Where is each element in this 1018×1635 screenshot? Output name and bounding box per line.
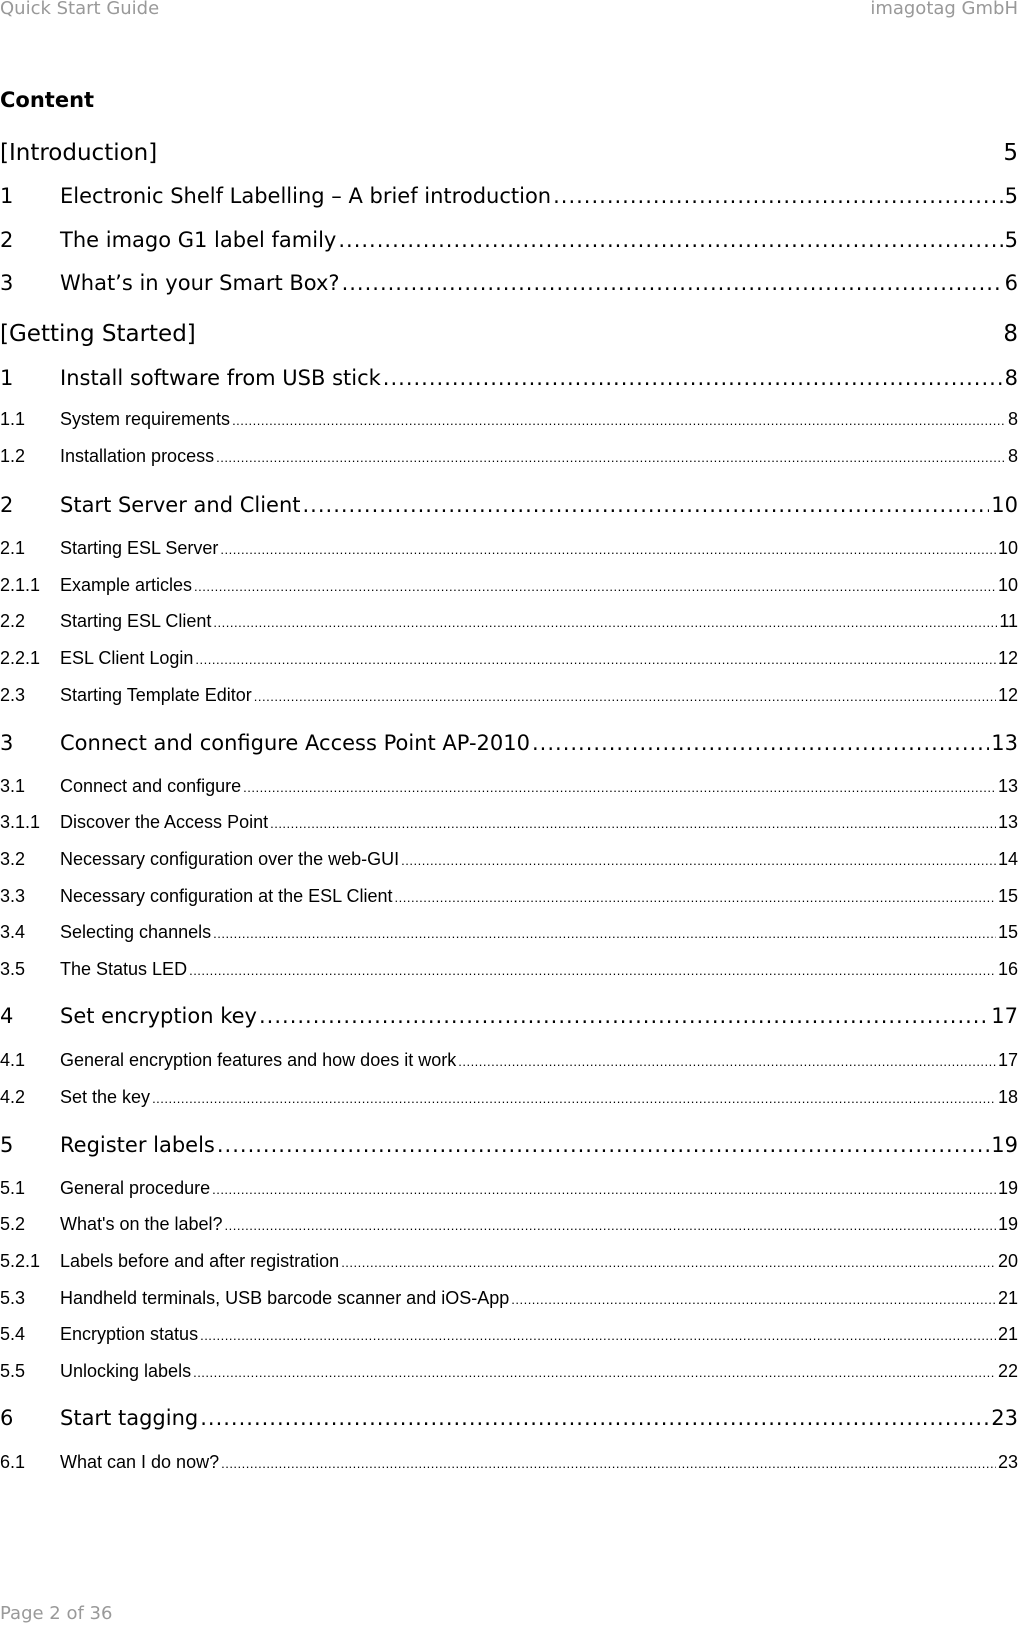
toc-entry-title: The Status LED (60, 959, 188, 979)
toc-entry-number: 2.2.1 (0, 648, 41, 668)
header-title: Quick Start Guide (0, 0, 160, 19)
toc-entry-number: 1 (0, 366, 14, 390)
toc-entry[interactable] (0, 1004, 1018, 1028)
toc-dot-leader (532, 731, 989, 755)
toc-dot-leader (395, 890, 996, 905)
toc-entry-number: 4 (0, 1004, 14, 1028)
toc-entry[interactable] (0, 648, 1018, 669)
toc-entry[interactable] (0, 538, 1018, 559)
toc-entry-title: What can I do now? (60, 1452, 220, 1472)
toc-entry-title: What’s in your Smart Box? (60, 271, 340, 295)
toc-entry-title: Labels before and after registration (60, 1251, 340, 1271)
toc-entry-number: 3.4 (0, 922, 26, 942)
toc-dot-leader (213, 615, 997, 630)
toc-entry-title: Start tagging (60, 1406, 199, 1430)
toc-dot-leader (193, 1365, 996, 1380)
toc-entry[interactable] (0, 321, 1018, 347)
toc-entry-title: Discover the Access Point (60, 812, 269, 832)
toc-entry[interactable] (0, 1406, 1018, 1430)
toc-entry-title: The imago G1 label family (60, 228, 337, 252)
toc-entry[interactable] (0, 1214, 1018, 1235)
toc-dot-leader (458, 1054, 996, 1069)
toc-entry-number: 3.1.1 (0, 812, 41, 832)
toc-entry[interactable] (0, 1087, 1018, 1108)
toc-entry-title: General encryption features and how does it work (60, 1050, 457, 1070)
toc-entry-number: 3.3 (0, 886, 26, 906)
toc-entry-page: 23 (991, 1406, 1018, 1430)
toc-entry-number: 6.1 (0, 1452, 26, 1472)
toc-dot-leader (254, 689, 996, 704)
toc-entry[interactable] (0, 611, 1018, 632)
toc-entry[interactable] (0, 1324, 1018, 1345)
toc-entry-page: 5 (1004, 184, 1018, 208)
toc-entry[interactable] (0, 575, 1018, 596)
toc-entry-number: 5.4 (0, 1324, 26, 1344)
toc-entry-number: 3.1 (0, 776, 26, 796)
toc-entry-number: 2.2 (0, 611, 26, 631)
toc-entry[interactable] (0, 959, 1018, 980)
toc-entry[interactable] (0, 731, 1018, 755)
toc-entry-title: Example articles (60, 575, 193, 595)
toc-entry-page: 5 (1004, 228, 1018, 252)
toc-entry-page: 10 (997, 538, 1018, 558)
toc-dot-leader (194, 579, 996, 594)
page-footer: Page 2 of 36 (0, 1603, 113, 1624)
toc-entry[interactable] (0, 140, 1018, 166)
toc-entry-number: 5.1 (0, 1178, 26, 1198)
toc-entry-number: 1 (0, 184, 14, 208)
toc-dot-leader (212, 1182, 996, 1197)
toc-entry-page: 8 (1007, 446, 1018, 466)
toc-entry[interactable] (0, 366, 1018, 390)
toc-entry-number: 2.1.1 (0, 575, 41, 595)
toc-entry-title: Set encryption key (60, 1004, 257, 1028)
toc-entry-page: 10 (997, 575, 1018, 595)
toc-entry-number: 2.3 (0, 685, 26, 705)
toc-entry-page: 12 (997, 685, 1018, 705)
toc-dot-leader (232, 413, 1006, 428)
toc-entry[interactable] (0, 849, 1018, 870)
toc-entry-title: Register labels (60, 1133, 215, 1157)
toc-entry[interactable] (0, 685, 1018, 706)
toc-entry-page: 8 (1007, 409, 1018, 429)
toc-entry[interactable] (0, 271, 1018, 295)
toc-entry-page: 16 (997, 959, 1018, 979)
toc-entry-title: Install software from USB stick (60, 366, 381, 390)
toc-entry-page: 19 (991, 1133, 1018, 1157)
toc-entry-page: 13 (991, 731, 1018, 755)
toc-entry-number: 3.2 (0, 849, 26, 869)
toc-entry-title: System requirements (60, 409, 231, 429)
toc-dot-leader (383, 366, 1003, 390)
toc-entry-number: 5.5 (0, 1361, 26, 1381)
toc-entry-page: 19 (997, 1214, 1018, 1234)
toc-entry-number: 5 (0, 1133, 14, 1157)
toc-entry-number: 2 (0, 228, 14, 252)
toc-entry-page: 5 (1003, 140, 1018, 166)
toc-entry-page: 13 (997, 812, 1018, 832)
toc-entry-number: 3.5 (0, 959, 26, 979)
toc-entry-page: 10 (991, 493, 1018, 517)
toc-dot-leader (200, 1406, 989, 1430)
toc-entry-page: 17 (997, 1050, 1018, 1070)
toc-entry-page: 22 (997, 1361, 1018, 1381)
toc-entry-number: 2.1 (0, 538, 26, 558)
toc-entry-page: 17 (991, 1004, 1018, 1028)
toc-entry-page: 14 (997, 849, 1018, 869)
toc-entry-title: Necessary configuration over the web-GUI (60, 849, 400, 869)
toc-dot-leader (189, 963, 996, 978)
toc-entry-title: Connect and configure (60, 776, 242, 796)
toc-entry[interactable] (0, 922, 1018, 943)
toc-entry-title: Installation process (60, 446, 215, 466)
toc-entry-number: 2 (0, 493, 14, 517)
toc-entry-title: Start Server and Client (60, 493, 301, 517)
toc-entry-page: 6 (1004, 271, 1018, 295)
toc-dot-leader (511, 1292, 996, 1307)
toc-dot-leader (220, 542, 996, 557)
toc-entry[interactable] (0, 1361, 1018, 1382)
toc-dot-leader (221, 1456, 996, 1471)
header-company: imagotag GmbH (870, 0, 1018, 19)
toc-entry[interactable] (0, 446, 1018, 467)
toc-entry[interactable] (0, 1288, 1018, 1309)
toc-entry-title: [Introduction] (0, 140, 158, 166)
toc-entry-number: 4.2 (0, 1087, 26, 1107)
toc-dot-leader (341, 1255, 996, 1270)
toc-entry-page: 15 (997, 922, 1018, 942)
toc-entry-number: 5.3 (0, 1288, 26, 1308)
toc-dot-leader (259, 1004, 989, 1028)
toc-entry-title: Starting Template Editor (60, 685, 252, 705)
toc-entry[interactable] (0, 812, 1018, 833)
toc-entry-page: 15 (997, 886, 1018, 906)
toc-entry-page: 8 (1004, 366, 1018, 390)
toc-entry[interactable] (0, 228, 1018, 252)
toc-dot-leader (152, 1091, 996, 1106)
toc-entry-title: Starting ESL Client (60, 611, 212, 631)
toc-entry-page: 21 (997, 1324, 1018, 1344)
toc-dot-leader (200, 1328, 996, 1343)
toc-dot-leader (217, 1133, 989, 1157)
toc-dot-leader (270, 816, 996, 831)
toc-entry[interactable] (0, 886, 1018, 907)
toc-dot-leader (401, 853, 996, 868)
toc-entry-page: 20 (997, 1251, 1018, 1271)
toc-entry-page: 19 (997, 1178, 1018, 1198)
toc-entry-title: Unlocking labels (60, 1361, 192, 1381)
toc-entry-title: Encryption status (60, 1324, 199, 1344)
toc-entry-title: Selecting channels (60, 922, 212, 942)
toc-entry-number: 3 (0, 731, 14, 755)
content-heading: Content (0, 88, 95, 112)
toc-entry-title: Connect and configure Access Point AP-2010 (60, 731, 530, 755)
toc-entry-title: ESL Client Login (60, 648, 194, 668)
toc-entry-title: Electronic Shelf Labelling – A brief introduction (60, 184, 552, 208)
toc-dot-leader (243, 780, 996, 795)
toc-entry[interactable] (0, 1251, 1018, 1272)
toc-entry[interactable] (0, 1178, 1018, 1199)
toc-entry-page: 8 (1003, 321, 1018, 347)
toc-dot-leader (553, 184, 1003, 208)
toc-entry-title: Starting ESL Server (60, 538, 219, 558)
toc-entry-title: Handheld terminals, USB barcode scanner and iOS-App (60, 1288, 510, 1308)
toc-dot-leader (338, 228, 1002, 252)
toc-entry-page: 21 (997, 1288, 1018, 1308)
toc-entry-page: 18 (997, 1087, 1018, 1107)
toc-entry-page: 12 (997, 648, 1018, 668)
toc-entry[interactable] (0, 1050, 1018, 1071)
toc-dot-leader (195, 652, 996, 667)
toc-entry-number: 6 (0, 1406, 14, 1430)
toc-dot-leader (216, 450, 1006, 465)
toc-entry-number: 1.1 (0, 409, 26, 429)
toc-entry-number: 5.2 (0, 1214, 26, 1234)
toc-entry[interactable] (0, 1133, 1018, 1157)
toc-entry[interactable] (0, 184, 1018, 208)
toc-entry[interactable] (0, 493, 1018, 517)
toc-entry-number: 1.2 (0, 446, 26, 466)
toc-entry-title: General procedure (60, 1178, 211, 1198)
toc-dot-leader (342, 271, 1003, 295)
toc-dot-leader (303, 493, 990, 517)
toc-entry[interactable] (0, 776, 1018, 797)
toc-dot-leader (213, 926, 996, 941)
toc-entry-page: 13 (997, 776, 1018, 796)
toc-entry-page: 23 (997, 1452, 1018, 1472)
toc-dot-leader (225, 1218, 996, 1233)
toc-entry-page: 11 (999, 611, 1018, 631)
toc-entry-title: Set the key (60, 1087, 151, 1107)
toc-entry[interactable] (0, 1452, 1018, 1473)
toc-entry-title: Necessary configuration at the ESL Client (60, 886, 393, 906)
toc-entry-title: [Getting Started] (0, 321, 196, 347)
toc-entry-number: 4.1 (0, 1050, 26, 1070)
toc-entry-title: What's on the label? (60, 1214, 223, 1234)
toc-entry-number: 3 (0, 271, 14, 295)
toc-entry-number: 5.2.1 (0, 1251, 41, 1271)
toc-entry[interactable] (0, 409, 1018, 430)
